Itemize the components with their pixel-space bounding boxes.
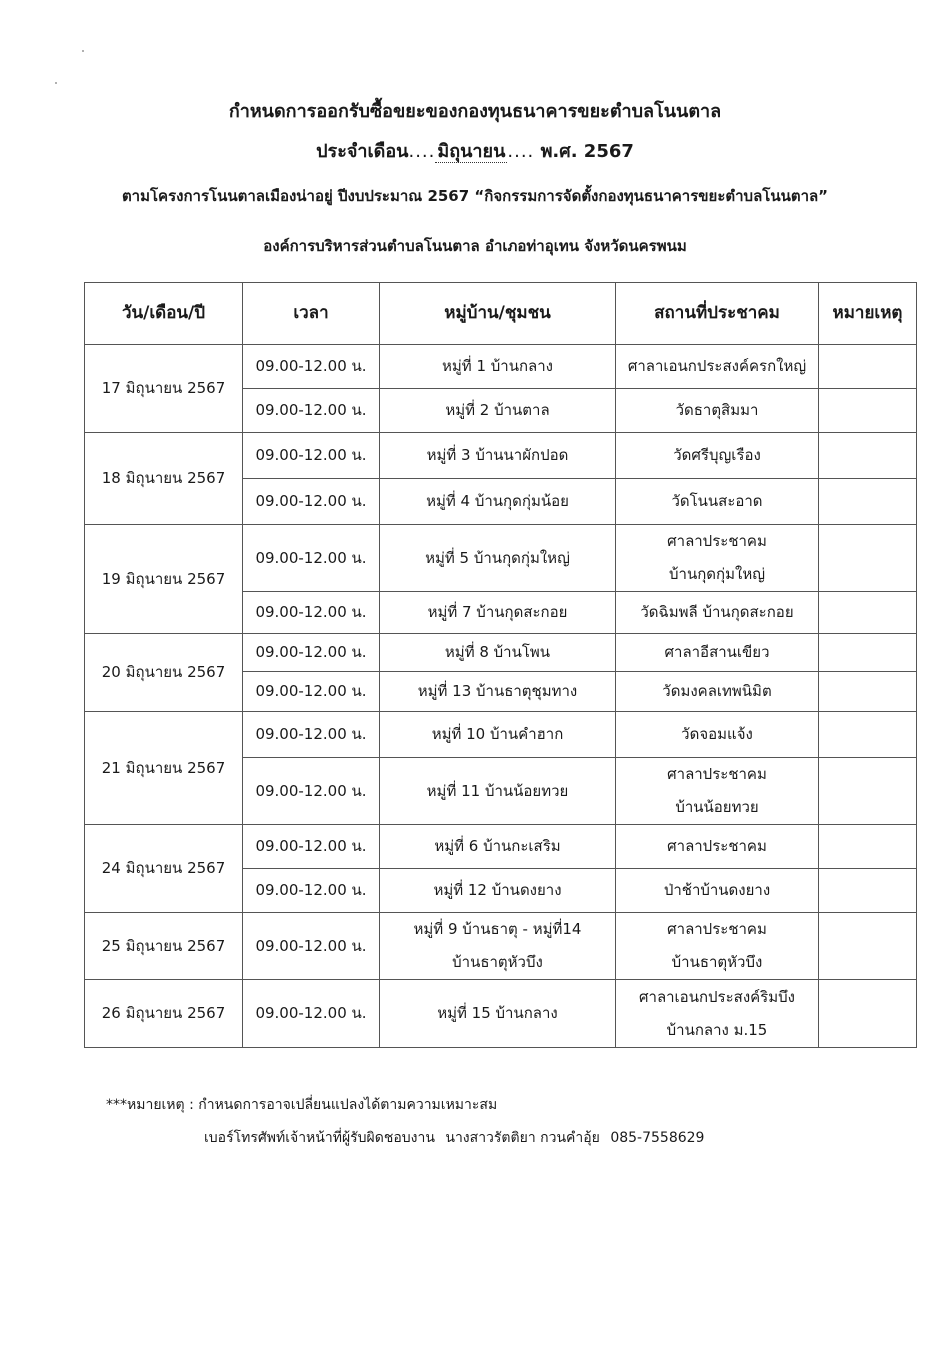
meeting-place-cell bbox=[616, 913, 819, 980]
remark-cell bbox=[819, 712, 917, 758]
table-header-row bbox=[85, 283, 917, 345]
village-text: หมู่ที่ 7 บ้านกุดสะกอย bbox=[427, 603, 568, 621]
column-header-meeting-place: สถานที่ประชาคม bbox=[616, 283, 819, 345]
meeting-place-text: วัดมงคลเทพนิมิต bbox=[662, 682, 772, 700]
time-cell: 09.00-12.00 น. bbox=[243, 712, 380, 758]
table-row bbox=[85, 712, 917, 758]
date-cell: 21 มิถุนายน 2567 bbox=[85, 712, 243, 825]
meeting-place-text: ศาลาเอนกประสงค์ครกใหญ่ bbox=[627, 357, 807, 375]
meeting-place-cell bbox=[616, 758, 819, 825]
village-cell bbox=[380, 345, 616, 389]
remark-cell bbox=[819, 479, 917, 525]
time-cell: 09.00-12.00 น. bbox=[243, 980, 380, 1048]
date-cell: 17 มิถุนายน 2567 bbox=[85, 345, 243, 433]
remark-cell bbox=[819, 433, 917, 479]
village-text: หมู่ที่ 4 บ้านกุดกุ่มน้อย bbox=[426, 492, 569, 510]
contact-line bbox=[204, 1127, 710, 1149]
meeting-place-cell bbox=[616, 672, 819, 712]
date-cell: 25 มิถุนายน 2567 bbox=[85, 913, 243, 980]
date-cell: 24 มิถุนายน 2567 bbox=[85, 825, 243, 913]
village-cell bbox=[380, 980, 616, 1048]
village-text: หมู่ที่ 11 บ้านน้อยทวย bbox=[426, 781, 569, 800]
village-text: หมู่ที่ 2 บ้านตาล bbox=[445, 401, 550, 419]
meeting-place-text: บ้านธาตุหัวบึง bbox=[671, 953, 763, 971]
scan-speck bbox=[55, 82, 57, 84]
village-text: หมู่ที่ 10 บ้านคำฮาก bbox=[431, 725, 564, 743]
column-header-remark: หมายเหตุ bbox=[819, 283, 917, 345]
meeting-place-text: วัดธาตุสิมมา bbox=[675, 401, 759, 419]
meeting-place-cell bbox=[616, 592, 819, 634]
table-body bbox=[85, 345, 917, 1048]
contact-name: นางสาวรัตติยา กวนคำอุ้ย bbox=[445, 1130, 600, 1146]
fill-dots: .... bbox=[408, 141, 436, 162]
village-cell bbox=[380, 525, 616, 592]
time-cell: 09.00-12.00 น. bbox=[243, 672, 380, 712]
village-text: หมู่ที่ 12 บ้านดงยาง bbox=[433, 881, 562, 899]
date-cell: 19 มิถุนายน 2567 bbox=[85, 525, 243, 634]
contact-label: เบอร์โทรศัพท์เจ้าหน้าที่ผู้รับผิดชอบงาน bbox=[204, 1130, 435, 1146]
time-cell: 09.00-12.00 น. bbox=[243, 389, 380, 433]
remark-cell bbox=[819, 345, 917, 389]
meeting-place-cell bbox=[616, 479, 819, 525]
time-cell: 09.00-12.00 น. bbox=[243, 525, 380, 592]
table-row bbox=[85, 825, 917, 869]
time-cell: 09.00-12.00 น. bbox=[243, 758, 380, 825]
meeting-place-cell bbox=[616, 712, 819, 758]
remark-note: ***หมายเหตุ : กำหนดการอาจเปลี่ยนแปลงได้ตามความเหมาะสม bbox=[106, 1097, 498, 1113]
village-cell bbox=[380, 758, 616, 825]
village-text: บ้านธาตุหัวบึง bbox=[452, 953, 543, 971]
time-cell: 09.00-12.00 น. bbox=[243, 345, 380, 389]
remark-cell bbox=[819, 592, 917, 634]
meeting-place-text: บ้านน้อยทวย bbox=[675, 798, 759, 816]
village-cell bbox=[380, 869, 616, 913]
month-value: มิถุนายน bbox=[437, 141, 506, 162]
remark-cell bbox=[819, 634, 917, 672]
meeting-place-text: ศาลาเอนกประสงค์ริมบึง bbox=[639, 987, 795, 1006]
meeting-place-text: วัดฉิมพลี บ้านกุดสะกอย bbox=[640, 603, 794, 621]
village-cell bbox=[380, 479, 616, 525]
village-text: หมู่ที่ 3 บ้านนาผักปอด bbox=[426, 446, 569, 464]
table-row bbox=[85, 433, 917, 479]
village-text: หมู่ที่ 8 บ้านโพน bbox=[444, 643, 551, 661]
date-cell: 20 มิถุนายน 2567 bbox=[85, 634, 243, 712]
meeting-place-cell bbox=[616, 389, 819, 433]
time-cell: 09.00-12.00 น. bbox=[243, 634, 380, 672]
remark-cell bbox=[819, 913, 917, 980]
village-cell bbox=[380, 712, 616, 758]
column-header-date: วัน/เดือน/ปี bbox=[85, 283, 243, 345]
village-text: หมู่ที่ 1 บ้านกลาง bbox=[442, 357, 553, 375]
organization-line: องค์การบริหารส่วนตำบลโนนตาล อำเภอท่าอุเทน จังหวัดนครพนม bbox=[263, 237, 687, 255]
time-cell: 09.00-12.00 น. bbox=[243, 869, 380, 913]
village-cell bbox=[380, 634, 616, 672]
meeting-place-cell bbox=[616, 825, 819, 869]
meeting-place-cell bbox=[616, 345, 819, 389]
remark-cell bbox=[819, 525, 917, 592]
meeting-place-cell bbox=[616, 433, 819, 479]
meeting-place-text: ศาลาประชาคม bbox=[667, 920, 767, 938]
meeting-place-cell bbox=[616, 869, 819, 913]
document-title: กำหนดการออกรับซื้อขยะของกองทุนธนาคารขยะตำบลโนนตาล bbox=[228, 101, 722, 122]
village-text: หมู่ที่ 13 บ้านธาตุชุมทาง bbox=[417, 682, 578, 700]
column-header-village: หมู่บ้าน/ชุมชน bbox=[380, 283, 616, 345]
meeting-place-text: ศาลาอีสานเขียว bbox=[664, 643, 770, 661]
table-row bbox=[85, 634, 917, 672]
schedule-table bbox=[84, 282, 917, 1048]
date-cell: 18 มิถุนายน 2567 bbox=[85, 433, 243, 525]
meeting-place-cell bbox=[616, 525, 819, 592]
remark-cell bbox=[819, 672, 917, 712]
remark-cell bbox=[819, 869, 917, 913]
meeting-place-text: ศาลาประชาคม bbox=[667, 837, 767, 855]
meeting-place-text: ศาลาประชาคม bbox=[667, 765, 767, 783]
village-cell bbox=[380, 913, 616, 980]
time-cell: 09.00-12.00 น. bbox=[243, 592, 380, 634]
contact-phone: 085-7558629 bbox=[610, 1130, 705, 1146]
remark-cell bbox=[819, 980, 917, 1048]
table-row bbox=[85, 525, 917, 592]
remark-cell bbox=[819, 758, 917, 825]
table-row bbox=[85, 345, 917, 389]
village-text: หมู่ที่ 5 บ้านกุดกุ่มใหญ่ bbox=[425, 548, 570, 567]
time-cell: 09.00-12.00 น. bbox=[243, 479, 380, 525]
meeting-place-text: ป่าช้าบ้านดงยาง bbox=[663, 881, 771, 899]
meeting-place-cell bbox=[616, 980, 819, 1048]
time-cell: 09.00-12.00 น. bbox=[243, 825, 380, 869]
month-prefix: ประจำเดือน bbox=[316, 141, 409, 162]
meeting-place-text: วัดจอมแจ้ง bbox=[681, 725, 753, 743]
date-cell: 26 มิถุนายน 2567 bbox=[85, 980, 243, 1048]
village-text: หมู่ที่ 9 บ้านธาตุ - หมู่ที่14 bbox=[413, 920, 582, 938]
village-cell bbox=[380, 389, 616, 433]
village-cell bbox=[380, 672, 616, 712]
scan-speck bbox=[82, 50, 84, 52]
remark-cell bbox=[819, 389, 917, 433]
table-row bbox=[85, 980, 917, 1048]
village-cell bbox=[380, 592, 616, 634]
village-cell bbox=[380, 433, 616, 479]
meeting-place-text: บ้านกุดกุ่มใหญ่ bbox=[669, 565, 765, 583]
table-row bbox=[85, 913, 917, 980]
meeting-place-text: วัดโนนสะอาด bbox=[671, 492, 763, 510]
meeting-place-text: ศาลาประชาคม bbox=[667, 532, 767, 550]
project-line: ตามโครงการโนนตาลเมืองน่าอยู่ ปีงบประมาณ 2567 “กิจกรรมการจัดตั้งกองทุนธนาคารขยะตำบลโนนตาล” bbox=[121, 187, 829, 205]
meeting-place-text: วัดศรีบุญเรือง bbox=[673, 446, 761, 464]
fill-dots: .... bbox=[507, 141, 535, 162]
village-text: หมู่ที่ 6 บ้านกะเสริม bbox=[434, 837, 561, 855]
time-cell: 09.00-12.00 น. bbox=[243, 913, 380, 980]
year-label: พ.ศ. 2567 bbox=[540, 141, 634, 162]
meeting-place-cell bbox=[616, 634, 819, 672]
village-cell bbox=[380, 825, 616, 869]
remark-cell bbox=[819, 825, 917, 869]
village-text: หมู่ที่ 15 บ้านกลาง bbox=[437, 1004, 558, 1022]
time-cell: 09.00-12.00 น. bbox=[243, 433, 380, 479]
column-header-time: เวลา bbox=[243, 283, 380, 345]
meeting-place-text: บ้านกลาง ม.15 bbox=[666, 1020, 768, 1039]
month-line bbox=[0, 136, 950, 165]
